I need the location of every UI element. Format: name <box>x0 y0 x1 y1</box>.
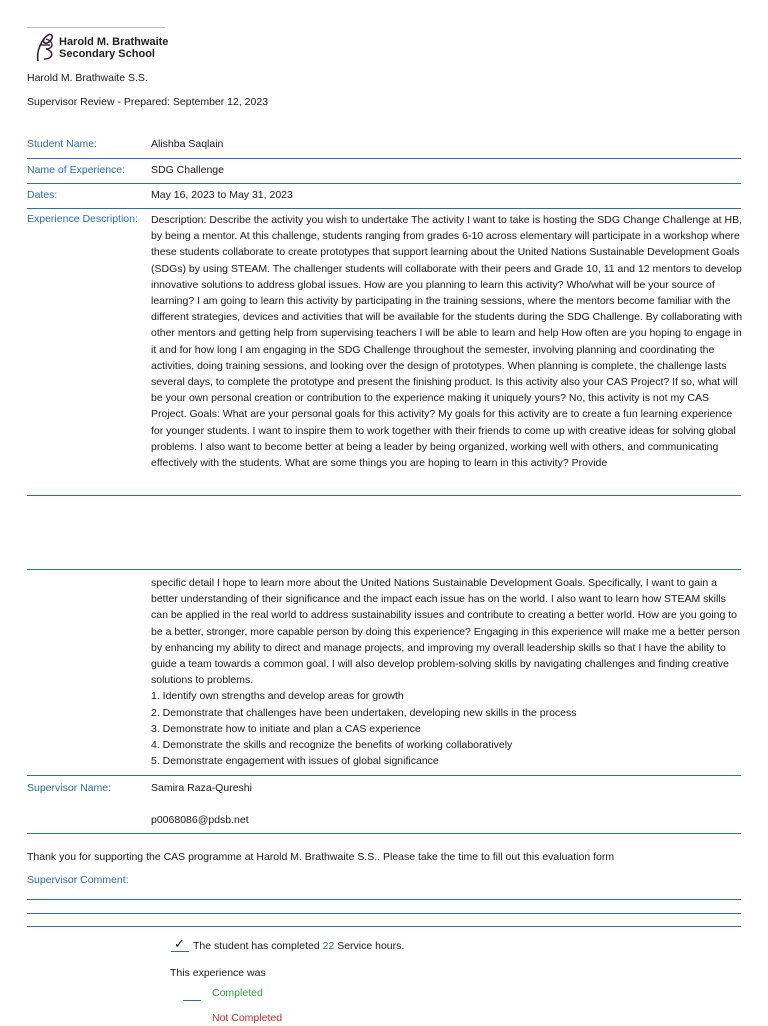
service-hours-value: 22 <box>322 940 335 952</box>
experience-description-part-2 <box>151 575 743 769</box>
supervisor-email: p0068086@pdsb.net <box>151 814 249 826</box>
service-hours-prefix: The student has completed <box>193 940 323 952</box>
comment-line-3[interactable] <box>27 926 741 927</box>
dates-value: May 16, 2023 to May 31, 2023 <box>151 189 293 201</box>
school-crest-icon <box>32 31 58 65</box>
divider <box>27 775 741 776</box>
divider <box>27 208 741 209</box>
divider <box>27 183 741 184</box>
divider <box>27 569 741 570</box>
header-top-rule <box>27 27 165 28</box>
school-logo <box>32 31 172 65</box>
learning-outcome-2: 2. Demonstrate that challenges have been undertaken, developing new skills in the process <box>151 706 577 719</box>
divider <box>27 495 741 496</box>
comment-line-2[interactable] <box>27 913 741 914</box>
learning-outcome-5: 5. Demonstrate engagement with issues of global significance <box>151 755 439 768</box>
review-prepared-line: Supervisor Review - Prepared: September 12, 2023 <box>27 96 269 108</box>
experience-description-part-1: Description: Describe the activity you wish to undertake The activity I want to take is hosting the SDG Change Challenge at HB, by being a mentor. At this challenge, students ranging from grades 6-10 across elementary will participate in a workshop where these students collaborate to create prototypes that support learning about the United Nations Sustainable Development Goals (SDGs) by using STEAM. The challenger students will collaborate with their peers and Grade 10, 11 and 12 mentors to develop innovative solutions to address global issues. How are you planning to learn this activity? Who/what will be your source of learning? I am going to learn this activity by participating in the training sessions, where the mentors become familiar with the different strategies, devices and activities that will be available for the students during the SDG Challenge. By collaborating with other mentors and getting help from supervising teachers I will be able to learn and help How often are you hoping to engage in it and for how long I am engaging in the SDG Challenge throughout the semester, involving planning and coordinating the activities, doing training sessions, and looking over the design of prototypes. When planning is complete, the challenge lasts several days, to complete the prototype and present the finishing product. Is this activity also your CAS Project? If so, what will be your own personal creation or contribution to the experience making it uniquely yours? No, this activity is not my CAS Project. Goals: What are your personal goals for this activity? My goals for this activity are to create a fun learning experience for younger students. I want to inspire them to work together with their friends to come up with creative ideas for solving global problems. I also want to become better at being a leader by being organized, working well with others, and communicating effectively with the students. What are some things you are hoping to learn in this activity? Provide <box>151 214 743 470</box>
experience-name-label: Name of Experience: <box>27 164 126 176</box>
thank-you-text: Thank you for supporting the CAS programme at Harold M. Brathwaite S.S.. Please take the time to fill out this evaluation form <box>27 851 615 863</box>
supervisor-comment-label: Supervisor Comment: <box>27 874 129 886</box>
experience-name-value: SDG Challenge <box>151 164 224 176</box>
divider <box>27 158 741 159</box>
student-name-label: Student Name: <box>27 138 98 150</box>
experience-was-label: This experience was <box>170 967 266 979</box>
logo-line-2: Secondary School <box>59 48 155 60</box>
completed-checkbox[interactable] <box>183 987 201 1001</box>
dates-label: Dates: <box>27 189 58 201</box>
student-name-value: Alishba Saqlain <box>151 138 224 150</box>
service-hours-suffix: Service hours. <box>334 940 405 952</box>
experience-description-label: Experience Description: <box>27 213 138 225</box>
comment-line-1[interactable] <box>27 899 741 900</box>
learning-outcome-3: 3. Demonstrate how to initiate and plan a CAS experience <box>151 722 421 735</box>
school-name: Harold M. Brathwaite S.S. <box>27 72 148 84</box>
service-hours-text <box>193 938 404 954</box>
check-mark-icon: ✓ <box>174 936 185 951</box>
description-continuation: specific detail I hope to learn more about the United Nations Sustainable Development Goals. Specifically, I want to gain a better understanding of their significance and the impact each issue has on the world. I also want to learn how STEAM skills can be applied in the real world to address sustainability issues and contribute to creating a better world. How are you going to be a better, stronger, more capable person by doing this experience? Engaging in this experience will make me a better person by enhancing my ability to direct and manage projects, and improving my overall leadership skills so that I have the ability to guide a team towards a common goal. I will also develop problem-solving skills by navigating challenges and finding creative solutions to problems. <box>151 577 740 687</box>
service-hours-checkbox[interactable] <box>171 938 189 952</box>
logo-line-1: Harold M. Brathwaite <box>59 36 169 48</box>
learning-outcome-1: 1. Identify own strengths and develop areas for growth <box>151 690 404 703</box>
supervisor-name-label: Supervisor Name: <box>27 782 112 794</box>
learning-outcome-4: 4. Demonstrate the skills and recognize the benefits of working collaboratively <box>151 739 513 752</box>
supervisor-name-value: Samira Raza-Qureshi <box>151 782 252 794</box>
not-completed-option[interactable]: Not Completed <box>212 1012 283 1024</box>
divider <box>27 833 741 834</box>
completed-option[interactable]: Completed <box>212 987 263 999</box>
